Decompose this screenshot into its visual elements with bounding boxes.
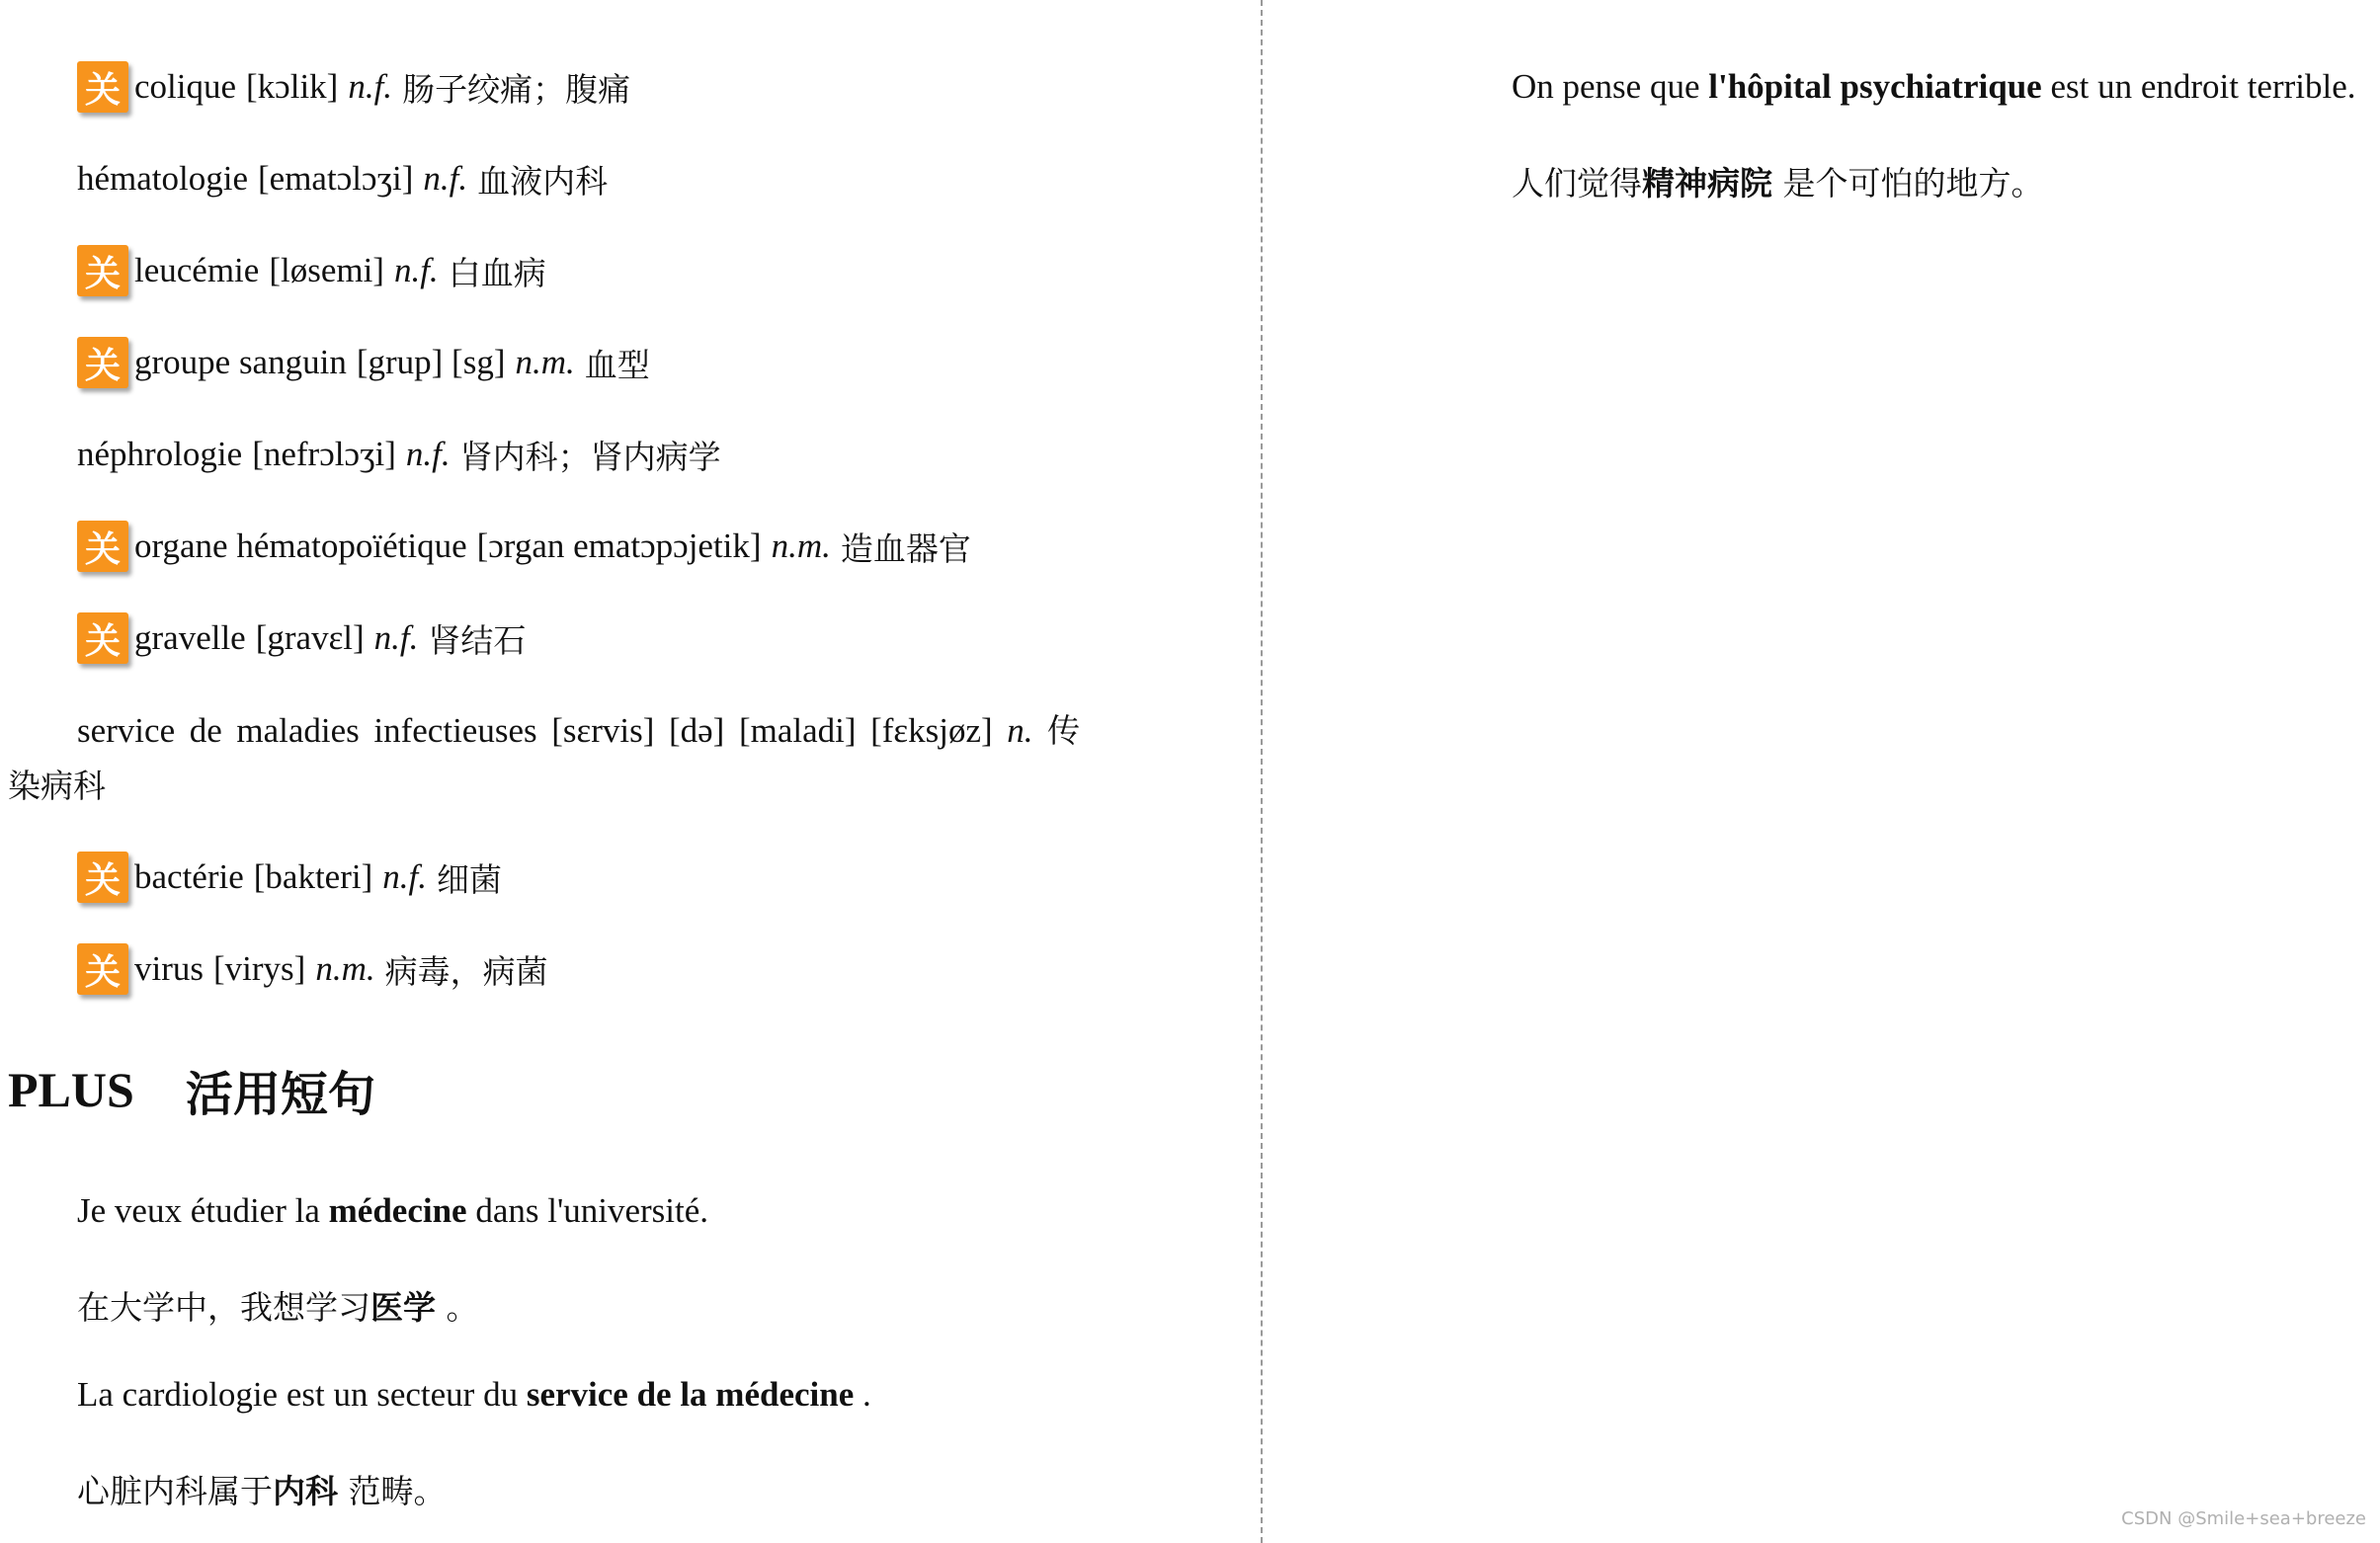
vocab-word: virus — [134, 949, 204, 988]
sentence-keyword: 精神病院 — [1642, 164, 1772, 203]
sentence-keyword: 医学 — [370, 1288, 436, 1327]
sentence-text: On pense que — [1512, 67, 1709, 106]
vocab-translation: 白血病 — [448, 253, 546, 292]
vocab-phonetic: [maladi] — [738, 711, 857, 750]
sentence-keyword: 内科 — [273, 1472, 338, 1510]
vocab-entry — [77, 425, 721, 484]
vocab-translation: 传 — [1047, 711, 1081, 750]
vocab-part-of-speech: n.f. — [348, 67, 393, 106]
vocab-phonetic: [sɛrvis] — [551, 711, 655, 750]
column-divider — [1261, 0, 1263, 1543]
vocab-word: gravelle — [134, 618, 246, 657]
vocab-translation: 肾结石 — [428, 620, 527, 660]
key-word-badge-icon: 关 — [77, 337, 128, 388]
key-word-badge-icon: 关 — [77, 852, 128, 903]
vocab-part-of-speech: n.f. — [382, 857, 427, 896]
vocab-word: organe hématopoïétique — [134, 527, 467, 565]
vocab-word: bactérie — [134, 857, 244, 896]
example-sentence-zh — [1512, 158, 2044, 204]
vocab-phonetic: [nefrɔlɔʒi] — [252, 435, 396, 473]
vocab-translation: 血液内科 — [477, 161, 609, 201]
vocab-part-of-speech: n. — [1007, 711, 1033, 750]
example-sentence-fr — [1512, 67, 2356, 107]
section-heading — [8, 1055, 375, 1124]
vocab-word: groupe sanguin — [134, 343, 347, 381]
section-heading-chinese: 活用短句 — [185, 1066, 375, 1122]
vocab-translation-continued: 染病科 — [8, 767, 106, 805]
example-sentence-zh — [77, 1466, 447, 1512]
vocab-entry-line-1 — [8, 703, 1080, 759]
vocab-translation: 肾内科；肾内病学 — [459, 437, 721, 476]
key-word-badge-icon: 关 — [77, 943, 128, 995]
vocab-part-of-speech: n.m. — [315, 949, 375, 988]
vocab-part-of-speech: n.f. — [373, 618, 419, 657]
vocab-word: hématologie — [77, 159, 249, 198]
vocab-entry — [77, 848, 502, 907]
sentence-text: . — [854, 1375, 871, 1414]
vocab-entry — [77, 939, 548, 999]
vocab-phonetic: [virys] — [213, 949, 306, 988]
vocab-phonetic: [də] — [668, 711, 725, 750]
right-column — [1512, 0, 2371, 1543]
sentence-text: La cardiologie est un secteur du — [77, 1375, 527, 1414]
sentence-text: est un endroit terrible. — [2041, 67, 2356, 106]
vocab-phonetic: [bakteri] — [253, 857, 373, 896]
vocab-translation: 病毒，病菌 — [384, 951, 548, 991]
section-heading-latin: PLUS — [8, 1062, 134, 1117]
vocab-phonetic: [fɛksjøz] — [870, 711, 993, 750]
vocab-part-of-speech: n.f. — [393, 251, 439, 289]
vocab-part-of-speech: n.f. — [405, 435, 451, 473]
key-word-badge-icon: 关 — [77, 61, 128, 113]
sentence-keyword: service de la médecine — [526, 1375, 855, 1414]
key-word-badge-icon: 关 — [77, 245, 128, 296]
vocab-phonetic: [ematɔlɔʒi] — [258, 159, 414, 198]
sentence-text: 人们觉得 — [1512, 164, 1642, 203]
vocab-part-of-speech: n.f. — [423, 159, 468, 198]
vocab-word: colique — [134, 67, 237, 106]
vocab-entry — [77, 149, 608, 208]
vocab-entry — [77, 57, 630, 117]
sentence-text: 在大学中，我想学习 — [77, 1288, 370, 1327]
vocab-part-of-speech: n.m. — [771, 527, 831, 565]
watermark: CSDN @Smile+sea+breeze — [2121, 1508, 2366, 1529]
vocab-part-of-speech: n.m. — [515, 343, 575, 381]
sentence-text: Je veux étudier la — [77, 1191, 329, 1230]
sentence-text: 。 — [436, 1288, 479, 1327]
vocab-translation: 细菌 — [436, 859, 502, 899]
vocab-word: maladies — [236, 711, 360, 750]
sentence-text: 范畴。 — [338, 1472, 447, 1510]
vocab-entry — [77, 517, 971, 576]
vocab-translation: 肠子绞痛；腹痛 — [402, 69, 631, 109]
sentence-keyword: médecine — [328, 1191, 467, 1230]
key-word-badge-icon: 关 — [77, 521, 128, 572]
sentence-text: 心脏内科属于 — [77, 1472, 273, 1510]
vocab-word: néphrologie — [77, 435, 243, 473]
vocab-entry — [77, 333, 650, 392]
vocab-translation: 血型 — [584, 345, 650, 384]
vocab-phonetic: [løsemi] — [269, 251, 384, 289]
sentence-text: 是个可怕的地方。 — [1772, 164, 2044, 203]
key-word-badge-icon: 关 — [77, 612, 128, 664]
example-sentence-fr — [77, 1191, 708, 1231]
sentence-keyword: l'hôpital psychiatrique — [1708, 67, 2042, 106]
vocab-word: leucémie — [134, 251, 260, 289]
vocab-phonetic: [kɔlik] — [246, 67, 339, 106]
vocab-entry-wrapped — [8, 703, 1080, 814]
example-sentence-zh — [77, 1282, 479, 1329]
vocab-entry — [77, 609, 526, 668]
vocab-entry — [77, 241, 546, 300]
vocab-phonetic: [ɔrgan ematɔpɔjetik] — [476, 527, 762, 565]
vocab-phonetic: [grup] [sg] — [356, 343, 506, 381]
example-sentence-fr — [77, 1375, 871, 1415]
vocab-phonetic: [gravɛl] — [255, 618, 365, 657]
vocab-word: service — [77, 711, 176, 750]
vocab-word: de — [189, 711, 222, 750]
vocab-word: infectieuses — [373, 711, 537, 750]
sentence-text: dans l'université. — [466, 1191, 709, 1230]
vocab-translation: 造血器官 — [840, 528, 971, 568]
